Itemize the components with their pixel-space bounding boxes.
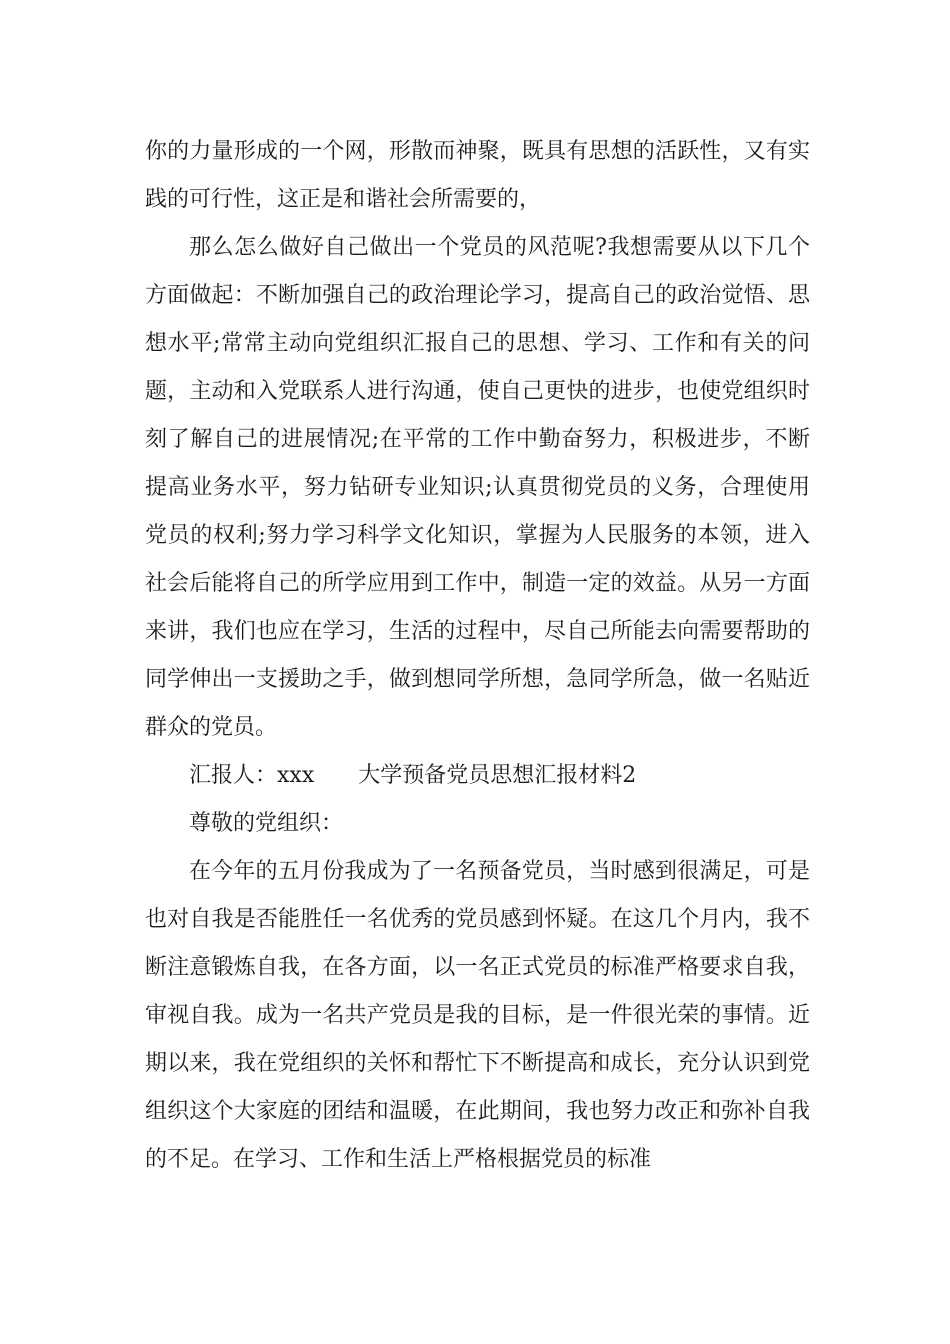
salutation: 尊敬的党组织： <box>189 811 344 836</box>
reporter-line <box>145 752 810 800</box>
reporter-signature: 汇报人：xxx <box>189 763 315 788</box>
paragraph-party-member-conduct: 那么怎么做好自己做出一个党员的风范呢?我想需要从以下几个方面做起：不断加强自己的政治理论学习，提高自己的政治觉悟、思想水平;常常主动向党组织汇报自己的思想、学习、工作和有关的问题，主动和入党联系人进行沟通，使自己更快的进步，也使党组织时刻了解自己的进展情况;在平常的工作中勤奋努力，积极进步，不断提高业务水平，努力钻研专业知识;认真贯彻党员的义务，合理使用党员的权利;努力学习科学文化知识，掌握为人民服务的本领，进入社会后能将自己的所学应用到工作中，制造一定的效益。从另一方面来讲，我们也应在学习，生活的过程中，尽自己所能去向需要帮助的同学伸出一支援助之手，做到想同学所想，急同学所急，做一名贴近群众的党员。 <box>145 235 810 740</box>
paragraph-continued: 你的力量形成的一个网，形散而神聚，既具有思想的活跃性，又有实践的可行性，这正是和谐社会所需要的， <box>145 139 810 212</box>
section-heading-2: 大学预备党员思想汇报材料2 <box>358 763 637 788</box>
document-body <box>145 128 810 1184</box>
paragraph-probationary-member: 在今年的五月份我成为了一名预备党员，当时感到很满足，可是也对自我是否能胜任一名优秀的党员感到怀疑。在这几个月内，我不断注意锻炼自我，在各方面，以一名正式党员的标准严格要求自我，审视自我。成为一名共产党员是我的目标，是一件很光荣的事情。近期以来，我在党组织的关怀和帮忙下不断提高和成长，充分认识到党组织这个大家庭的团结和温暖，在此期间，我也努力改正和弥补自我的不足。在学习、工作和生活上严格根据党员的标准 <box>145 859 810 1172</box>
